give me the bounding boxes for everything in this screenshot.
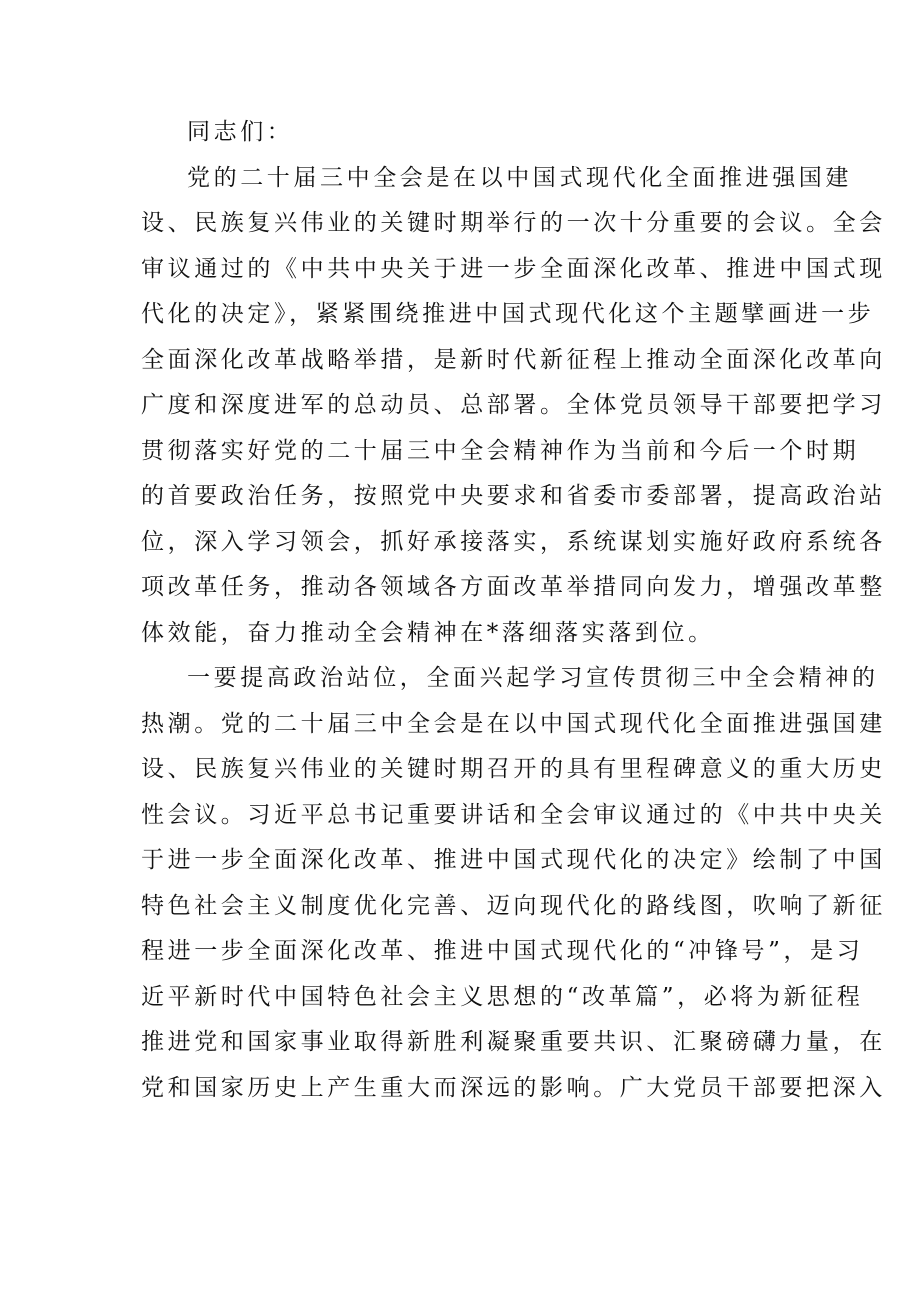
text-line: 一要提高政治站位，全面兴起学习宣传贯彻三中全会精神的 bbox=[187, 665, 879, 691]
text-line: 贯彻落实好党的二十届三中全会精神作为当前和今后一个时期 bbox=[141, 437, 860, 464]
text-line: 近平新时代中国特色社会主义思想的“改革篇”，必将为新征程 bbox=[141, 983, 864, 1010]
text-line: 的首要政治任务，按照党中央要求和省委市委部署，提高政治站 bbox=[141, 483, 886, 509]
text-line: 设、民族复兴伟业的关键时期举行的一次十分重要的会议。全会 bbox=[141, 210, 886, 236]
text-line: 体效能，奋力推动全会精神在*落细落实落到位。 bbox=[141, 619, 715, 646]
text-line: 全面深化改革战略举措，是新时代新征程上推动全面深化改革向 bbox=[141, 346, 886, 373]
text-line: 审议通过的《中共中央关于进一步全面深化改革、推进中国式现 bbox=[141, 255, 886, 282]
text-line: 热潮。党的二十届三中全会是在以中国式现代化全面推进强国建 bbox=[141, 710, 886, 737]
text-line: 党和国家历史上产生重大而深远的影响。广大党员干部要把深入 bbox=[141, 1074, 886, 1101]
paragraph-2 bbox=[141, 656, 886, 1111]
text-line: 项改革任务，推动各领域各方面改革举措同向发力，增强改革整 bbox=[141, 574, 886, 600]
text-line: 党的二十届三中全会是在以中国式现代化全面推进强国建 bbox=[187, 164, 852, 191]
text-line: 性会议。习近平总书记重要讲话和全会审议通过的《中共中央关 bbox=[141, 801, 886, 828]
text-line: 于进一步全面深化改革、推进中国式现代化的决定》绘制了中国 bbox=[141, 847, 886, 873]
text-line: 推进党和国家事业取得新胜利凝聚重要共识、汇聚磅礴力量，在 bbox=[141, 1029, 886, 1055]
salutation: 同志们： bbox=[187, 119, 294, 145]
text-line: 广度和深度进军的总动员、总部署。全体党员领导干部要把学习 bbox=[141, 392, 886, 418]
text-line: 特色社会主义制度优化完善、迈向现代化的路线图，吹响了新征 bbox=[141, 892, 886, 919]
document-body bbox=[141, 110, 886, 1111]
text-line: 位，深入学习领会，抓好承接落实，系统谋划实施好政府系统各 bbox=[141, 528, 886, 555]
text-line: 代化的决定》，紧紧围绕推进中国式现代化这个主题擘画进一步 bbox=[141, 301, 875, 327]
paragraph-1 bbox=[141, 156, 886, 657]
text-line: 程进一步全面深化改革、推进中国式现代化的“冲锋号”，是习 bbox=[141, 938, 864, 964]
text-line: 设、民族复兴伟业的关键时期召开的具有里程碑意义的重大历史 bbox=[141, 756, 886, 782]
